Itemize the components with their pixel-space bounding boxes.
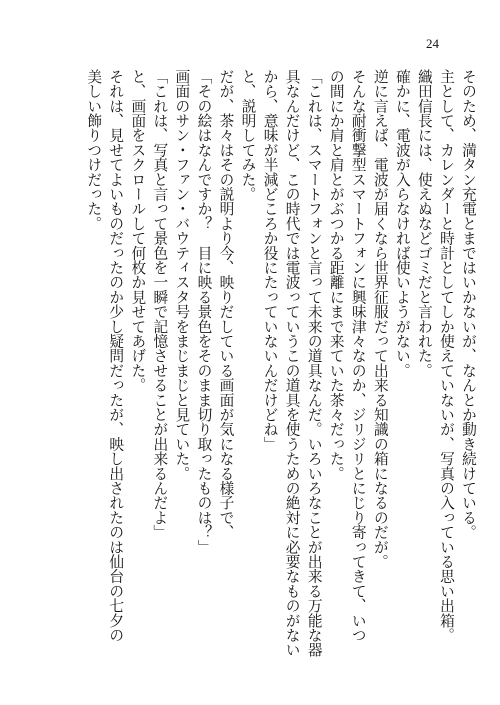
text-column: それは、見せてよいものだったのか少し疑問だったが、映し出されたのは仙台の七夕の [107,69,125,643]
text-column: 画面のサン・ファン・バウティスタ号をまじまじと見ていた。 [173,69,191,481]
text-column: 美しい飾りつけだった。 [85,69,103,231]
page-number: 24 [426,36,439,51]
text-column: 逆に言えば、電波が届くなら世界征服だって出来る知識の箱になるのだが。 [371,69,389,569]
text-column: そのため、満タン充電とまではいかないが、なんとか動き続けている。 [460,69,477,540]
text-column: と、説明してみた。 [239,69,257,202]
text-column: だが、茶々はその説明より今、映りだしている画面が気になる様子で、 [217,69,235,540]
text-column: 「その絵はなんですか？ 目に映る景色をそのまま切り取ったものは？」 [195,69,213,555]
text-column: 具なんだけど、この時代では電波っていうこの道具を使うための絶対に必要なものがない [283,69,301,657]
text-column: 確かに、電波が入らなければ使いようがない。 [393,69,411,378]
text-column: から、意味が半減どころか役にたっていないんだけどね」 [261,69,279,452]
novel-text-body [82,69,479,679]
text-column: 「これは、写真と言って景色を一瞬で記憶させることが出来るんだよ」 [151,69,169,540]
text-column: の間にか肩と肩とがぶつかる距離にまで来ていた茶々だった。 [327,69,345,481]
text-column: と、画面をスクロールして何枚か見せてあげた。 [129,69,147,393]
text-column: 織田信長には、使えぬなどゴミだと言われた。 [415,69,433,378]
text-column: そんな耐衝撃型スマートフォンに興味津々なのか、ジリジリとにじり寄ってきて、いつ [349,69,367,643]
text-column: 「これは、スマートフォンと言って未来の道具なんだ。いろいろなことが出来る万能な器 [305,69,323,657]
text-column: 主として、カレンダーと時計としてしか使えていないが、写真の入っている思い出箱。 [437,69,455,643]
